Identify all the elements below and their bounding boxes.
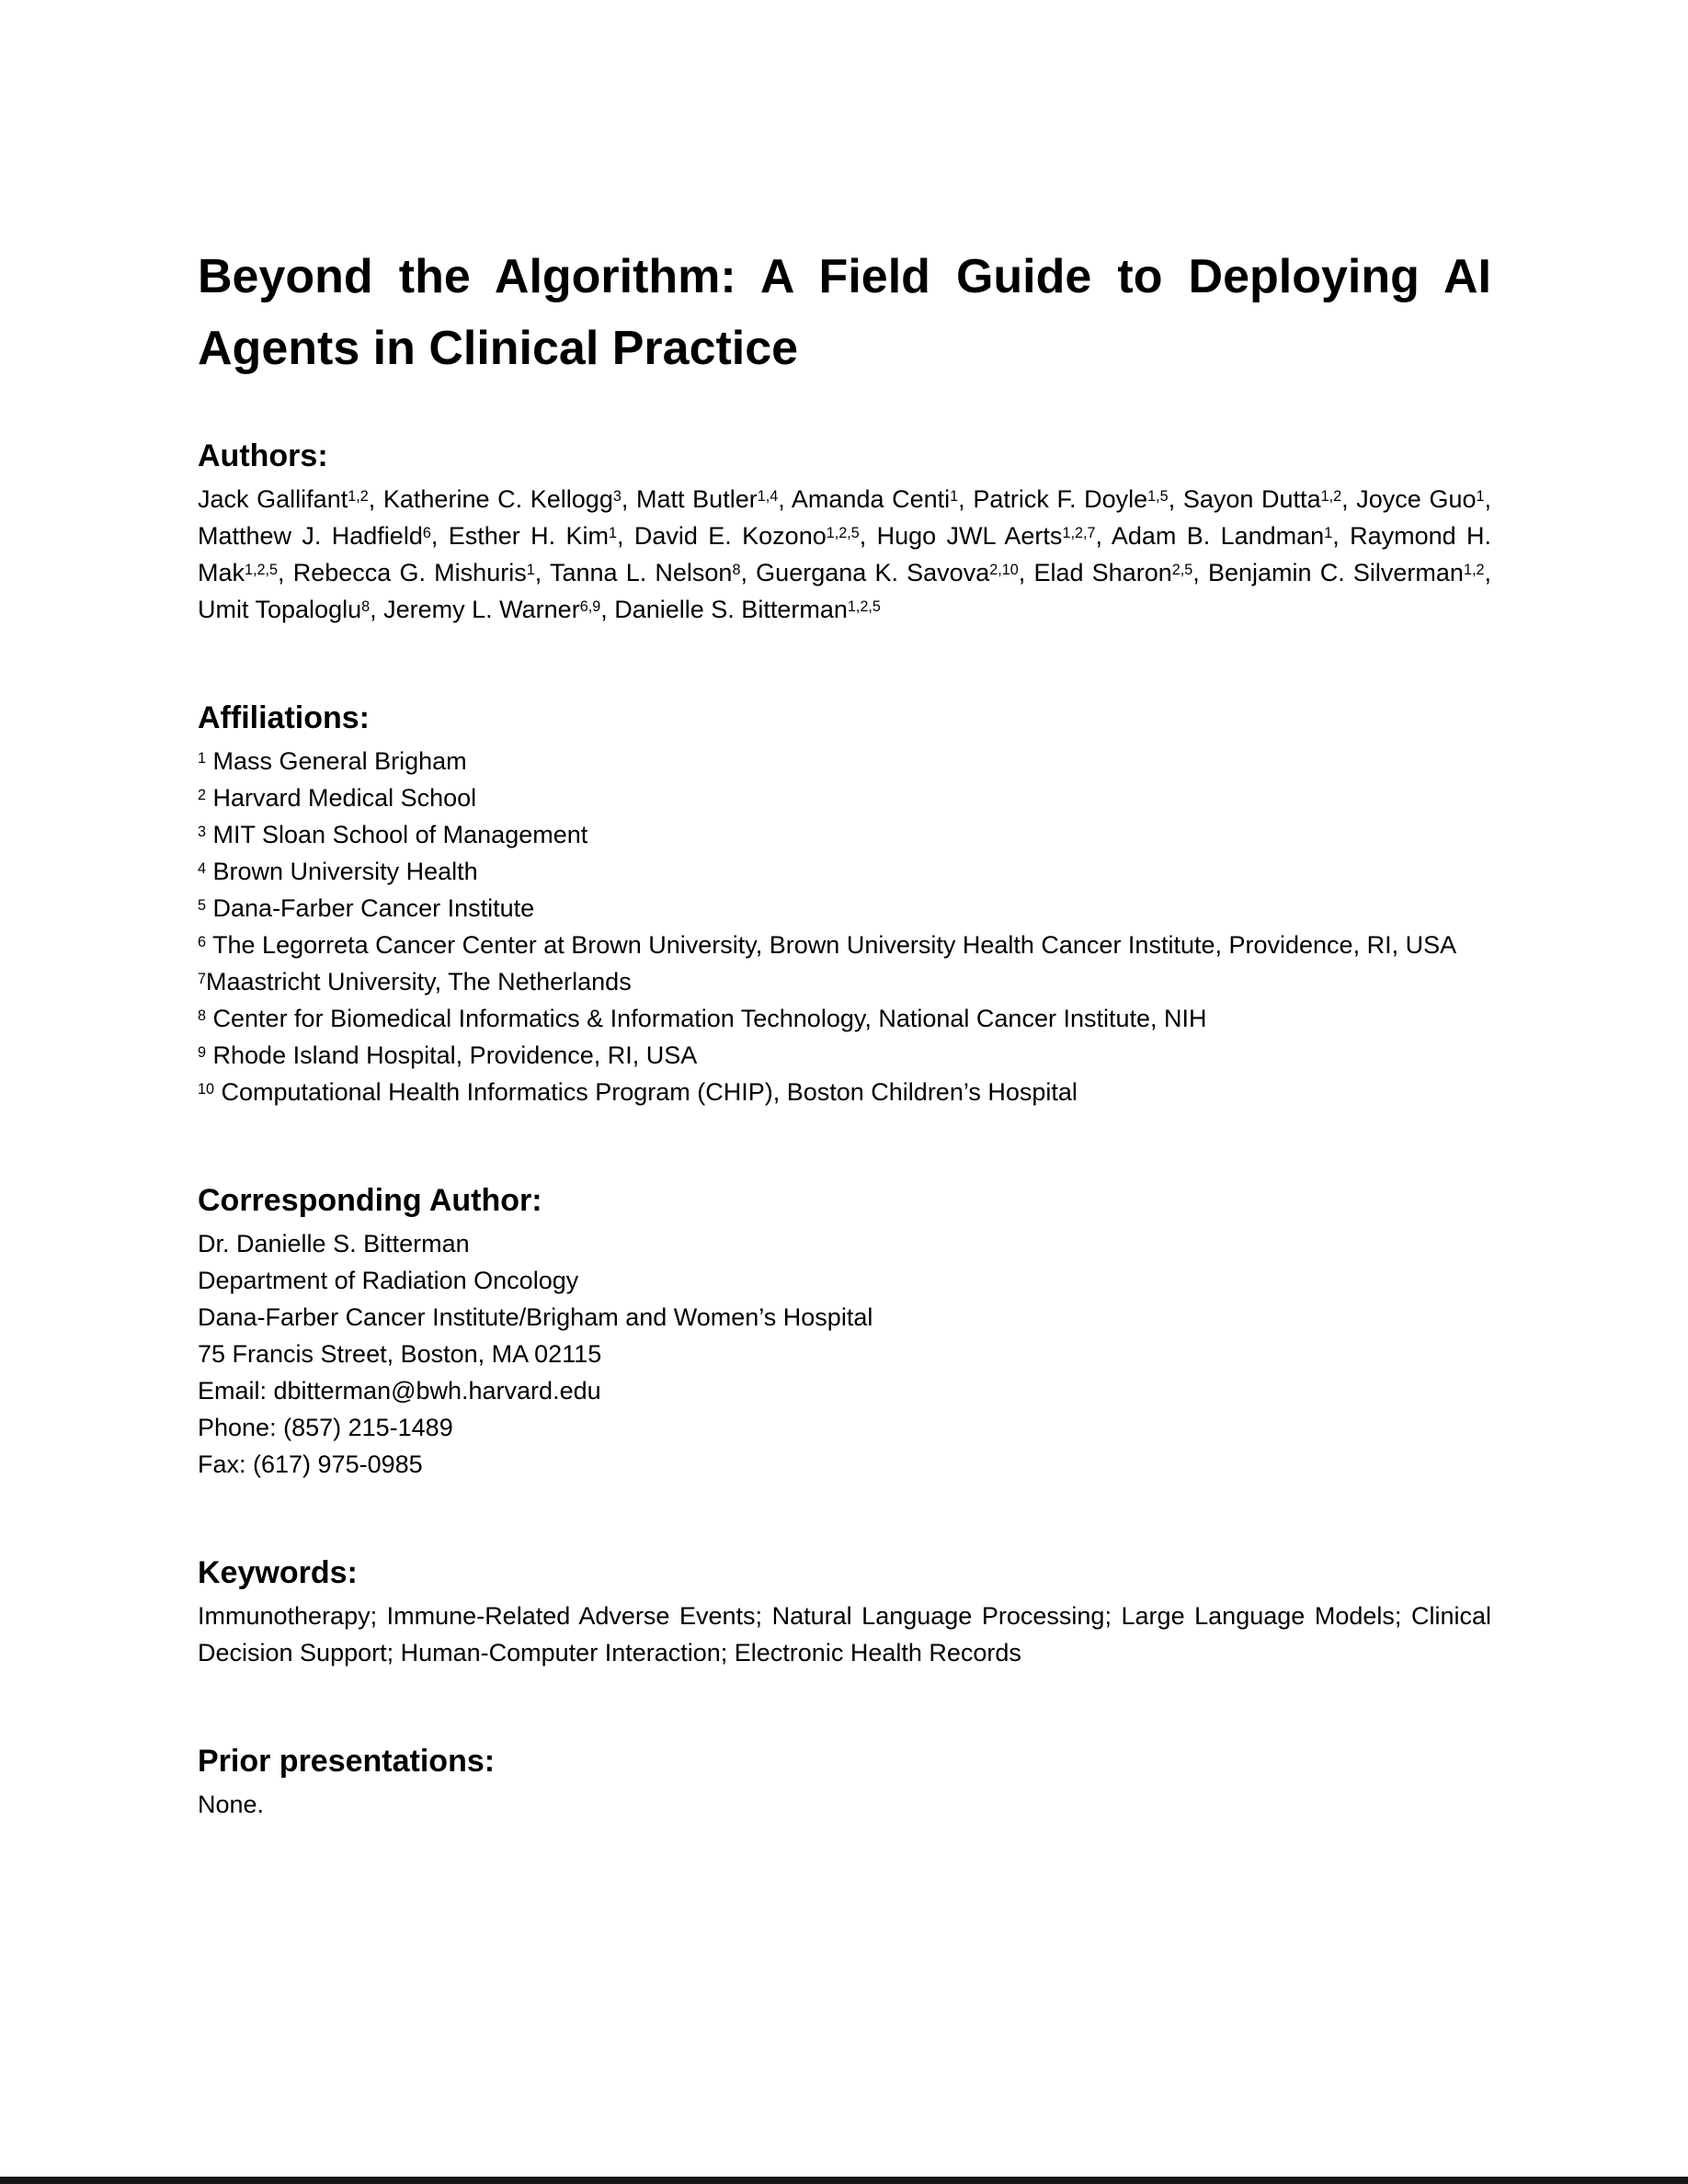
authors-section	[198, 438, 1491, 628]
corresponding-line: Department of Radiation Oncology	[198, 1267, 579, 1294]
corresponding-lines	[198, 1225, 1491, 1483]
keywords-text: Immunotherapy; Immune-Related Adverse Events; Natural Language Processing; Large Language Models; Clinical Decision Support; Human-Computer Interaction; Electronic Health Records	[198, 1602, 1491, 1666]
affiliation-item: $^9$ Rhode Island Hospital, Providence, RI, USA	[198, 1041, 698, 1069]
affiliation-item: $^7$Maastricht University, The Netherlands	[198, 968, 632, 995]
prior-presentations-section	[198, 1743, 1491, 1823]
prior-presentations-text: None.	[198, 1791, 265, 1818]
affiliation-item: $^5$ Dana-Farber Cancer Institute	[198, 894, 535, 922]
affiliation-item: $^4$ Brown University Health	[198, 858, 478, 885]
affiliation-item: $^{10}$ Computational Health Informatics Program (CHIP), Boston Children’s Hospital	[198, 1078, 1078, 1106]
corresponding-author-heading: Corresponding Author:	[198, 1183, 542, 1218]
corresponding-author-section	[198, 1182, 1491, 1483]
corresponding-line: Dr. Danielle S. Bitterman	[198, 1230, 470, 1257]
page-bottom-edge-bar	[0, 2177, 1688, 2184]
affiliation-item: $^3$ MIT Sloan School of Management	[198, 821, 588, 848]
corresponding-line: Phone: (857) 215-1489	[198, 1414, 453, 1441]
prior-presentations-heading: Prior presentations:	[198, 1744, 496, 1779]
affiliation-item: $^8$ Center for Biomedical Informatics & Information Technology, National Cancer Institute, NIH	[198, 1005, 1207, 1032]
corresponding-line: 75 Francis Street, Boston, MA 02115	[198, 1340, 602, 1368]
affiliation-item: $^2$ Harvard Medical School	[198, 784, 477, 812]
keywords-heading: Keywords:	[198, 1555, 358, 1590]
corresponding-line: Dana-Farber Cancer Institute/Brigham and Women’s Hospital	[198, 1303, 873, 1331]
affiliation-item: $^1$ Mass General Brigham	[198, 747, 467, 775]
affiliations-heading: Affiliations:	[198, 700, 370, 735]
affiliation-item: $^6$ The Legorreta Cancer Center at Brown University, Brown University Health Cancer Institute, Providence, RI, USA	[198, 931, 1457, 959]
corresponding-line: Email: dbitterman@bwh.harvard.edu	[198, 1377, 601, 1405]
keywords-section	[198, 1554, 1491, 1671]
authors-heading: Authors:	[198, 438, 328, 473]
affiliations-list	[198, 743, 1491, 1110]
paper-title: Beyond the Algorithm: A Field Guide to Deploying AI Agents in Clinical Practice	[198, 250, 1491, 375]
authors-paragraph: Jack Gallifant$^{1,2}$, Katherine C. Kellogg$^3$, Matt Butler$^{1,4}$, Amanda Centi$^1$, Patrick F. Doyle$^{1,5}$, Sayon Dutta$^{1,2}$, Joyce Guo$^1$, Matthew J. Hadfield$^6$, Esther H. Kim$^1$, David E. Kozono$^{1,2,5}$, Hugo JWL Aerts$^{1,2,7}$, Adam B. Landman$^1$, Raymond H. Mak$^{1,2,5}$, Rebecca G. Mishuris$^1$, Tanna L. Nelson$^8$, Guergana K. Savova$^{2,10}$, Elad Sharon$^{2,5}$, Benjamin C. Silverman$^{1,2}$, Umit Topaloglu$^8$, Jeremy L. Warner$^{6,9}$, Danielle S. Bitterman$^{1,2,5}$	[198, 485, 1492, 623]
corresponding-line: Fax: (617) 975-0985	[198, 1450, 423, 1478]
affiliations-section	[198, 700, 1491, 1110]
